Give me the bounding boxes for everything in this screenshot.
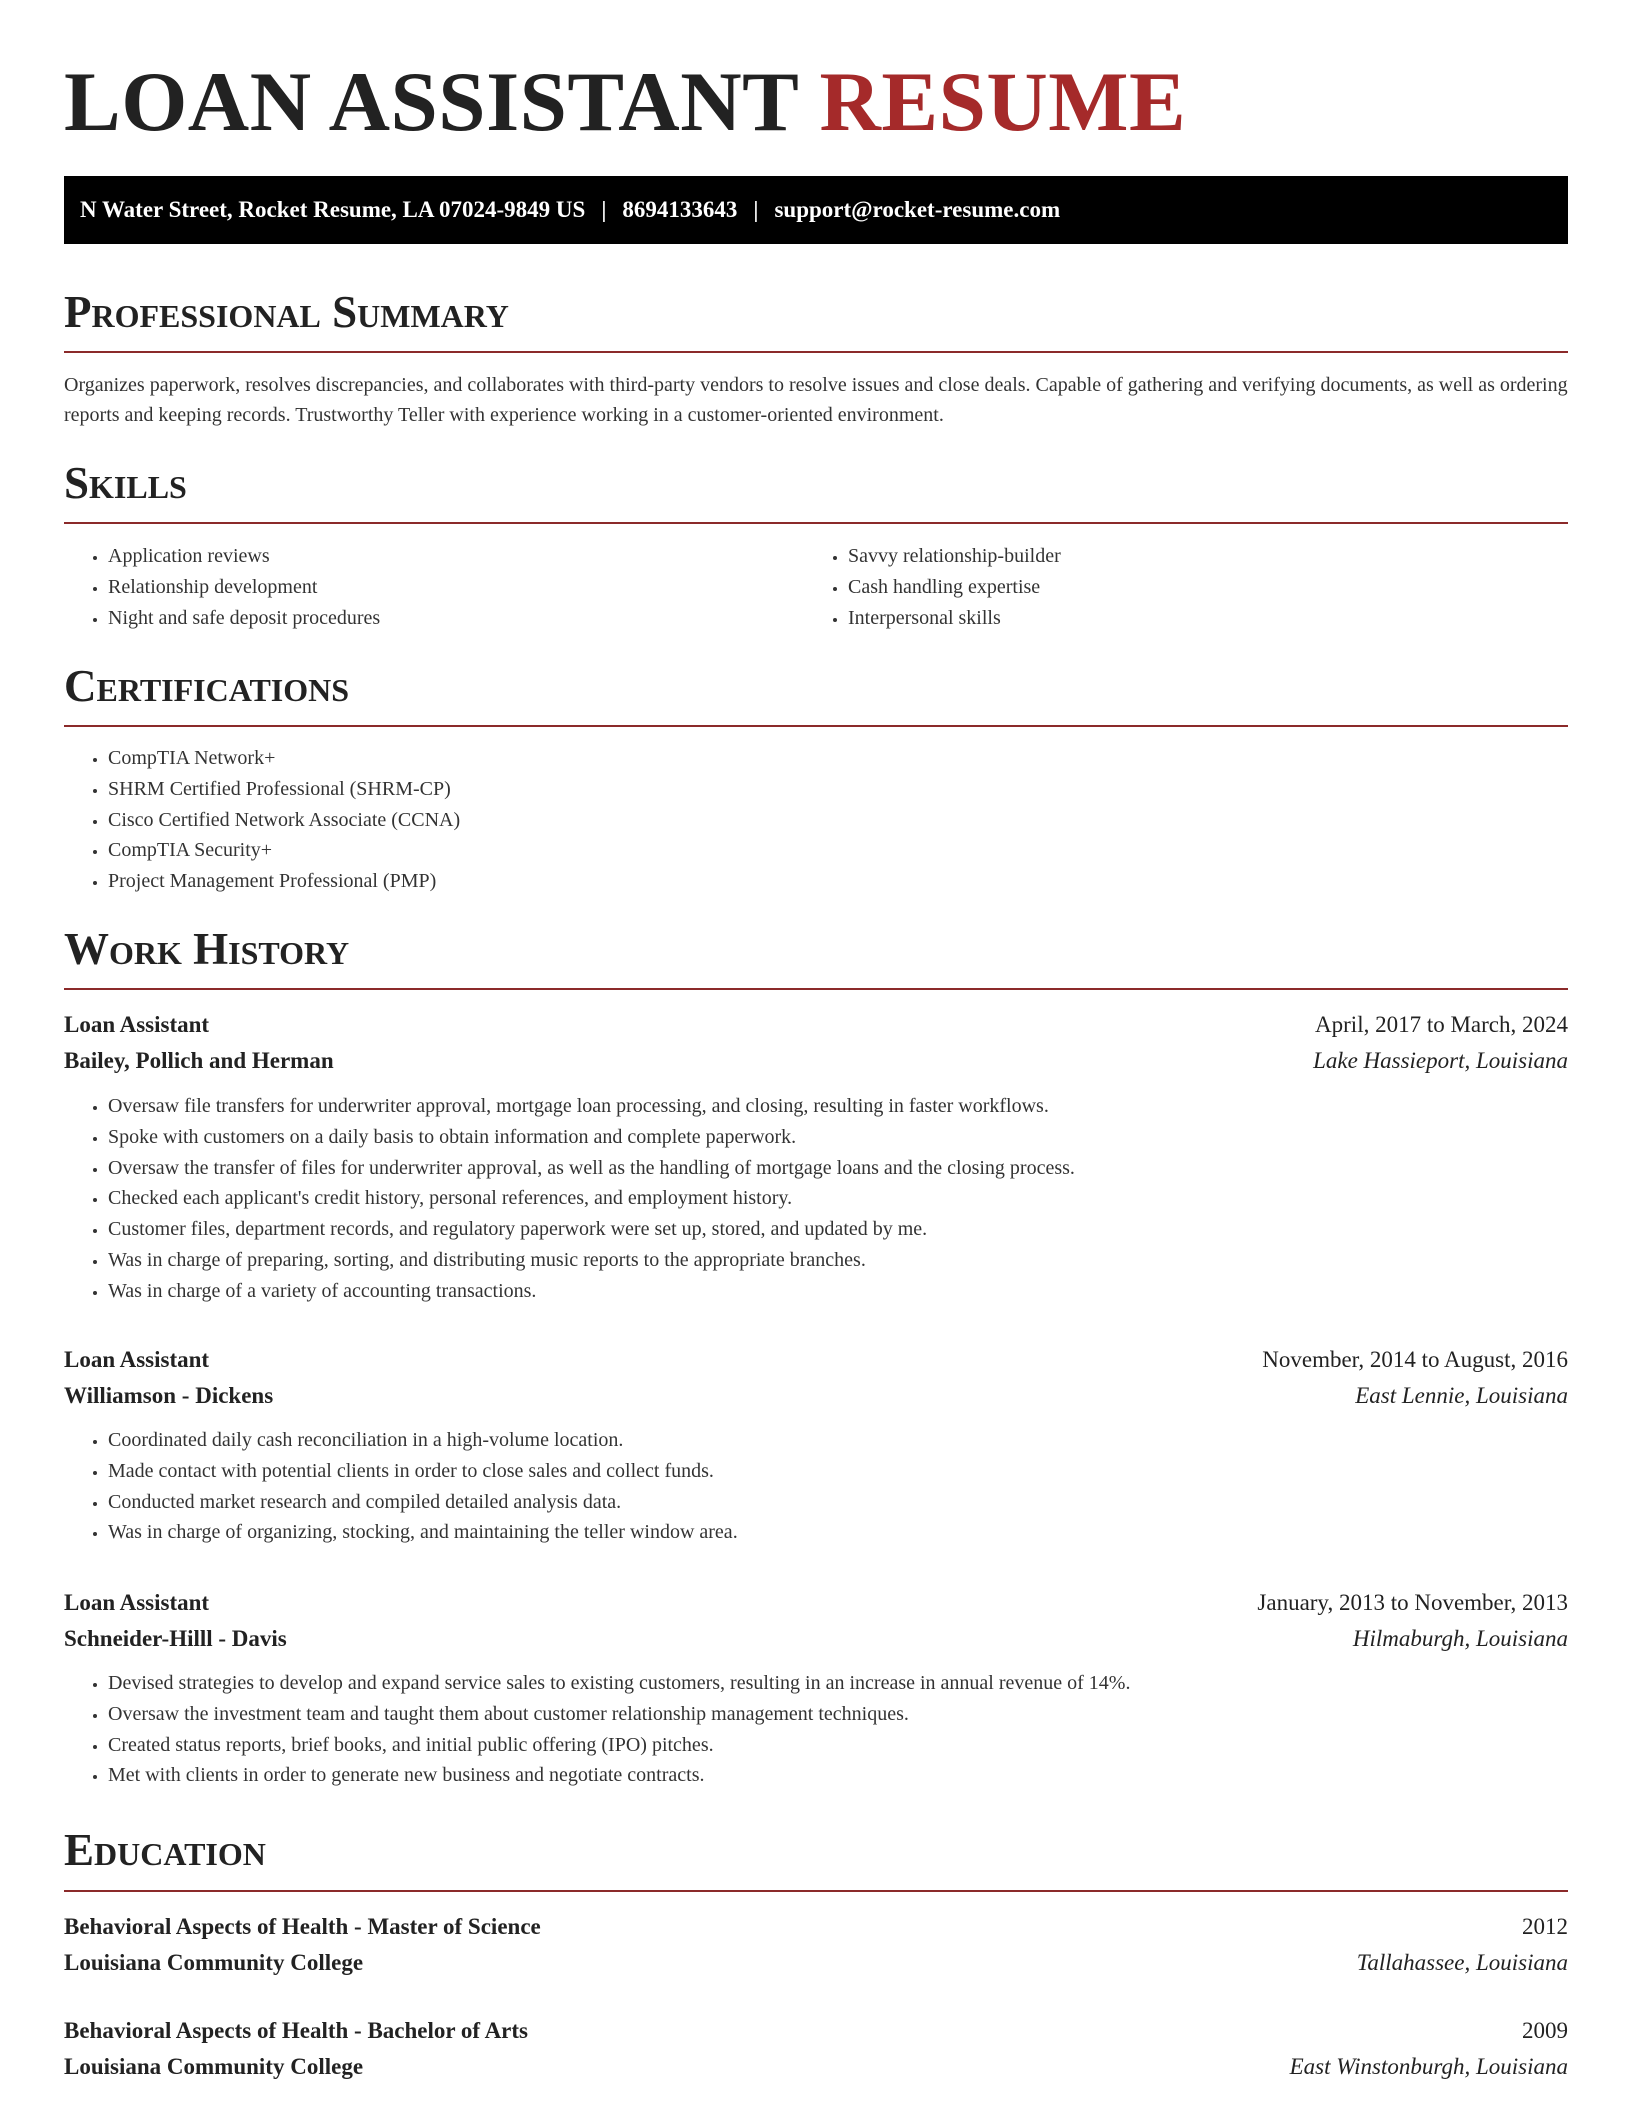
- job-dates: April, 2017 to March, 2024: [1315, 1012, 1568, 1037]
- education-location: Tallahassee, Louisiana: [1356, 1950, 1568, 1975]
- education-school-row: [64, 1945, 1568, 1981]
- skills-heading: Skills: [64, 458, 187, 508]
- job-location: East Lennie, Louisiana: [1355, 1383, 1568, 1408]
- job-duty-item: • Devised strategies to develop and expand service sales to existing customers, resulting in an increase in annual revenue of 14%.: [108, 1668, 1130, 1699]
- contact-address: N Water Street, Rocket Resume, LA 07024-9849 US: [80, 197, 586, 222]
- education-degree-row: [64, 2013, 1568, 2049]
- skill-item: • Interpersonal skills: [848, 603, 1061, 634]
- job-duty-item: • Spoke with customers on a daily basis to obtain information and complete paperwork.: [108, 1122, 1075, 1153]
- job-title: Loan Assistant: [64, 1590, 210, 1615]
- section-divider: [64, 522, 1568, 524]
- education-school: Louisiana Community College: [64, 2054, 364, 2079]
- job-location: Hilmaburgh, Louisiana: [1352, 1626, 1568, 1651]
- job-duty-item: • Oversaw the investment team and taught them about customer relationship management techniques.: [108, 1699, 1130, 1730]
- job-duty-item: • Checked each applicant's credit history, personal references, and employment history.: [108, 1183, 1075, 1214]
- contact-separator: |: [753, 197, 759, 222]
- education-school-row: [64, 2049, 1568, 2085]
- title-main: LOAN ASSISTANT: [64, 55, 798, 149]
- job-title: Loan Assistant: [64, 1347, 210, 1372]
- job-duty-item: • Was in charge of organizing, stocking, and maintaining the teller window area.: [108, 1517, 738, 1548]
- job-duty-item: • Coordinated daily cash reconciliation in a high-volume location.: [108, 1425, 738, 1456]
- job-header-row: [64, 1007, 1568, 1043]
- job-company-row: [64, 1043, 1568, 1079]
- skill-item: • Night and safe deposit procedures: [108, 603, 380, 634]
- job-header-row: [64, 1585, 1568, 1621]
- education-location: East Winstonburgh, Louisiana: [1289, 2054, 1568, 2079]
- job-company: Schneider-Hilll - Davis: [64, 1626, 287, 1651]
- education-year: 2009: [1522, 2018, 1568, 2043]
- summary-heading: Professional Summary: [64, 287, 509, 337]
- job-duty-item: • Met with clients in order to generate new business and negotiate contracts.: [108, 1760, 1130, 1791]
- certification-item: • SHRM Certified Professional (SHRM-CP): [108, 774, 460, 805]
- certification-item: • Cisco Certified Network Associate (CCNA): [108, 805, 460, 836]
- section-divider: [64, 725, 1568, 727]
- section-divider: [64, 988, 1568, 990]
- job-duty-item: • Was in charge of preparing, sorting, and distributing music reports to the appropriate branches.: [108, 1245, 1075, 1276]
- job-header-row: [64, 1342, 1568, 1378]
- skill-item: • Application reviews: [108, 541, 380, 572]
- section-divider: [64, 351, 1568, 353]
- certifications-list: [64, 743, 460, 897]
- job-duty-item: • Oversaw file transfers for underwriter approval, mortgage loan processing, and closing, resulting in faster workflows.: [108, 1091, 1075, 1122]
- education-degree: Behavioral Aspects of Health - Master of Science: [64, 1914, 541, 1939]
- education-school: Louisiana Community College: [64, 1950, 364, 1975]
- certifications-heading: Certifications: [64, 661, 350, 711]
- job-duty-item: • Created status reports, brief books, and initial public offering (IPO) pitches.: [108, 1730, 1130, 1761]
- title-accent: RESUME: [819, 55, 1187, 149]
- job-duty-item: • Made contact with potential clients in order to close sales and collect funds.: [108, 1456, 738, 1487]
- skill-item: • Cash handling expertise: [848, 572, 1061, 603]
- job-duties-list: [64, 1091, 1075, 1307]
- contact-separator: |: [601, 197, 607, 222]
- job-dates: November, 2014 to August, 2016: [1262, 1347, 1568, 1372]
- job-duty-item: • Conducted market research and compiled detailed analysis data.: [108, 1487, 738, 1518]
- contact-email[interactable]: support@rocket-resume.com: [774, 197, 1061, 222]
- job-company: Williamson - Dickens: [64, 1383, 274, 1408]
- certification-item: • CompTIA Security+: [108, 835, 460, 866]
- job-location: Lake Hassieport, Louisiana: [1313, 1048, 1568, 1073]
- job-title: Loan Assistant: [64, 1012, 210, 1037]
- education-degree: Behavioral Aspects of Health - Bachelor of Arts: [64, 2018, 528, 2043]
- education-year: 2012: [1522, 1914, 1568, 1939]
- skill-item: • Relationship development: [108, 572, 380, 603]
- skills-list-left: [64, 541, 380, 633]
- summary-text: Organizes paperwork, resolves discrepancies, and collaborates with third-party vendors to resolve issues and close deals. Capable of gathering and verifying documents, as well as ordering reports and keeping records. Trustworthy Teller with experience working in a customer-oriented environment.: [64, 374, 1568, 426]
- skills-list-right: [804, 541, 1061, 633]
- job-dates: January, 2013 to November, 2013: [1257, 1590, 1568, 1615]
- certification-item: • CompTIA Network+: [108, 743, 460, 774]
- job-duties-list: [64, 1425, 738, 1548]
- job-duty-item: • Customer files, department records, and regulatory paperwork were set up, stored, and updated by me.: [108, 1214, 1075, 1245]
- contact-phone[interactable]: 8694133643: [622, 197, 738, 222]
- job-duty-item: • Oversaw the transfer of files for underwriter approval, as well as the handling of mortgage loans and the closing process.: [108, 1153, 1075, 1184]
- education-heading: Education: [64, 1825, 266, 1875]
- job-duties-list: [64, 1668, 1130, 1791]
- skill-item: • Savvy relationship-builder: [848, 541, 1061, 572]
- job-company: Bailey, Pollich and Herman: [64, 1048, 334, 1073]
- work-history-heading: Work History: [64, 924, 350, 974]
- education-degree-row: [64, 1909, 1568, 1945]
- job-duty-item: • Was in charge of a variety of accounting transactions.: [108, 1276, 1075, 1307]
- job-company-row: [64, 1621, 1568, 1657]
- contact-bar: [64, 176, 1568, 244]
- resume-title: [64, 52, 1186, 152]
- section-divider: [64, 1890, 1568, 1892]
- job-company-row: [64, 1378, 1568, 1414]
- certification-item: • Project Management Professional (PMP): [108, 866, 460, 897]
